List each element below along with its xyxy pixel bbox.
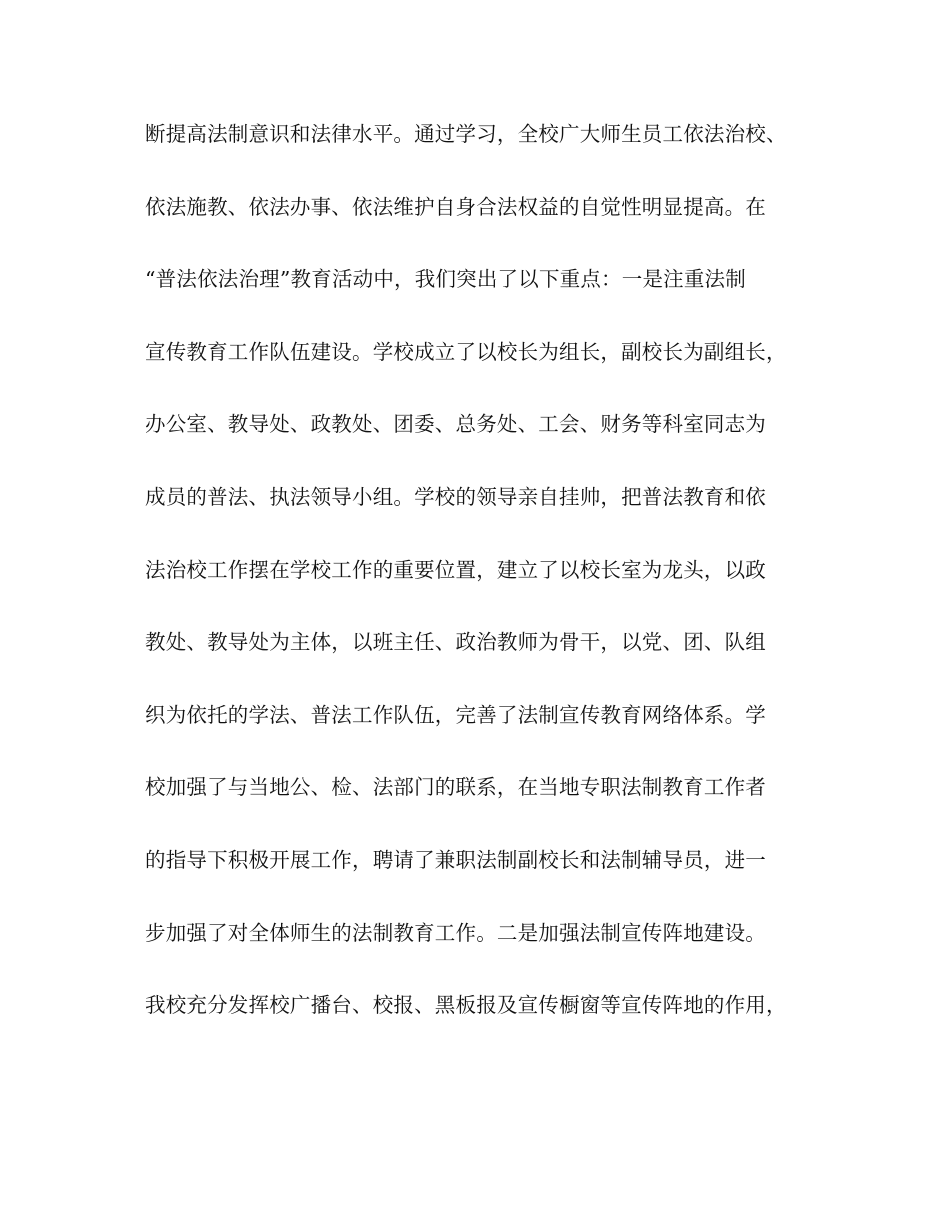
text-line: 成员的普法、执法领导小组。学校的领导亲自挂帅，把普法教育和依 [145,484,766,509]
text-line: 依法施教、依法办事、依法维护自身合法权益的自觉性明显提高。在 [145,194,766,219]
text-line: 步加强了对全体师生的法制教育工作。二是加强法制宣传阵地建设。 [145,920,766,945]
text-line: 断提高法制意识和法律水平。通过学习，全校广大师生员工依法治校、 [145,122,787,146]
text-line: 的指导下积极开展工作，聘请了兼职法制副校长和法制辅导员，进一 [145,847,766,872]
text-line: “普法依法治理”教育活动中，我们突出了以下重点：一是注重法制 [145,267,746,292]
text-line: 我校充分发挥校广播台、校报、黑板报及宣传橱窗等宣传阵地的作用， [145,993,787,1018]
text-line: 办公室、教导处、政教处、团委、总务处、工会、财务等科室同志为 [145,412,766,437]
body-text [145,116,825,1060]
text-line: 教处、教导处为主体，以班主任、政治教师为骨干，以党、团、队组 [145,630,766,655]
text-line: 校加强了与当地公、检、法部门的联系，在当地专职法制教育工作者 [145,775,766,800]
text-line: 织为依托的学法、普法工作队伍，完善了法制宣传教育网络体系。学 [145,702,766,727]
text-line: 法治校工作摆在学校工作的重要位置，建立了以校长室为龙头，以政 [145,557,766,582]
text-line: 宣传教育工作队伍建设。学校成立了以校长为组长，副校长为副组长， [145,339,787,364]
